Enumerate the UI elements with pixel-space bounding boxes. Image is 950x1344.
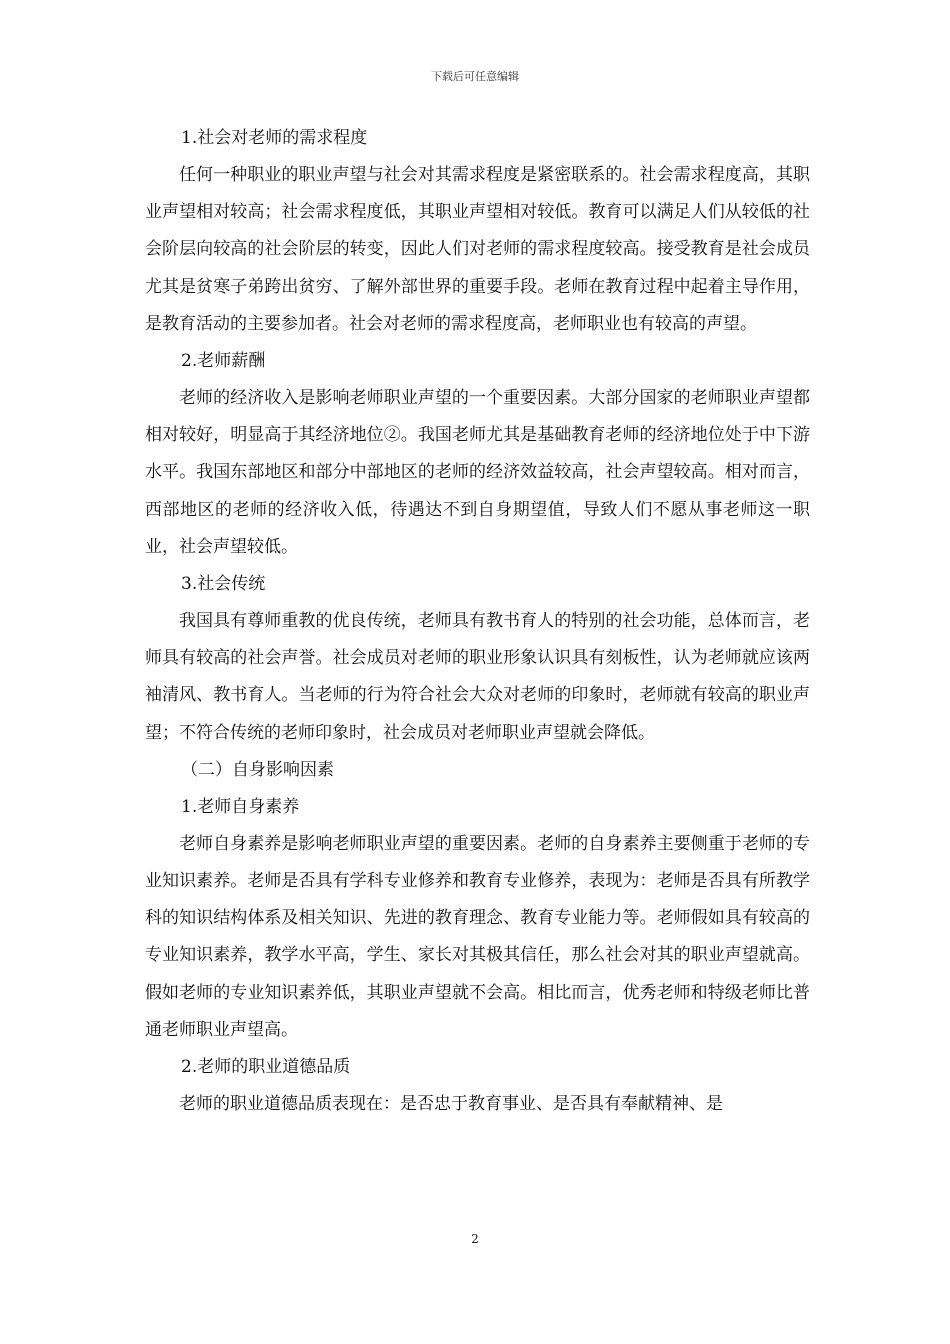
page-header: 下载后可任意编辑 [431,70,519,83]
paragraph-tradition: 我国具有尊师重教的优良传统，老师具有教书育人的特别的社会功能，总体而言，老师具有较高的社会声誉。社会成员对老师的职业形象认识具有刻板性，认为老师就应该两袖清风、教书育人。当老师的行为符合社会大众对老师的印象时，老师就有较高的职业声望；不符合传统的老师印象时，社会成员对老师职业声望就会降低。 [145,611,810,743]
document-body [145,120,810,1123]
section-heading-self-factors: （二）自身影响因素 [181,759,334,780]
section-heading-professional-ethics: 2.老师的职业道德品质 [181,1057,351,1078]
paragraph-professional-ethics: 老师的职业道德品质表现在：是否忠于教育事业、是否具有奉献精神、是 [179,1094,723,1115]
section-heading-salary: 2.老师薪酬 [181,351,266,372]
section-heading-tradition: 3.社会传统 [181,574,266,595]
section-heading-social-demand: 1.社会对老师的需求程度 [181,128,368,148]
section-heading-self-cultivation: 1.老师自身素养 [181,796,300,817]
page-number: 2 [471,1232,479,1246]
paragraph-social-demand: 任何一种职业的职业声望与社会对其需求程度是紧密联系的。社会需求程度高，其职业声望相对较高；社会需求程度低，其职业声望相对较低。教育可以满足人们从较低的社会阶层向较高的社会阶层的转变，因此人们对老师的需求程度较高。接受教育是社会成员尤其是贫寒子弟跨出贫穷、了解外部世界的重要手段。老师在教育过程中起着主导作用，是教育活动的主要参加者。社会对老师的需求程度高，老师职业也有较高的声望。 [145,165,810,334]
paragraph-salary: 老师的经济收入是影响老师职业声望的一个重要因素。大部分国家的老师职业声望都相对较好，明显高于其经济地位②。我国老师尤其是基础教育老师的经济地位处于中下游水平。我国东部地区和部分中部地区的老师的经济效益较高，社会声望较高。相对而言，西部地区的老师的经济收入低，待遇达不到自身期望值，导致人们不愿从事老师这一职业，社会声望较低。 [145,388,810,557]
paragraph-self-cultivation: 老师自身素养是影响老师职业声望的重要因素。老师的自身素养主要侧重于老师的专业知识素养。老师是否具有学科专业修养和教育专业修养，表现为：老师是否具有所教学科的知识结构体系及相关知识、先进的教育理念、教育专业能力等。老师假如具有较高的专业知识素养，教学水平高，学生、家长对其极其信任，那么社会对其的职业声望就高。假如老师的专业知识素养低，其职业声望就不会高。相比而言，优秀老师和特级老师比普通老师职业声望高。 [145,833,810,1040]
